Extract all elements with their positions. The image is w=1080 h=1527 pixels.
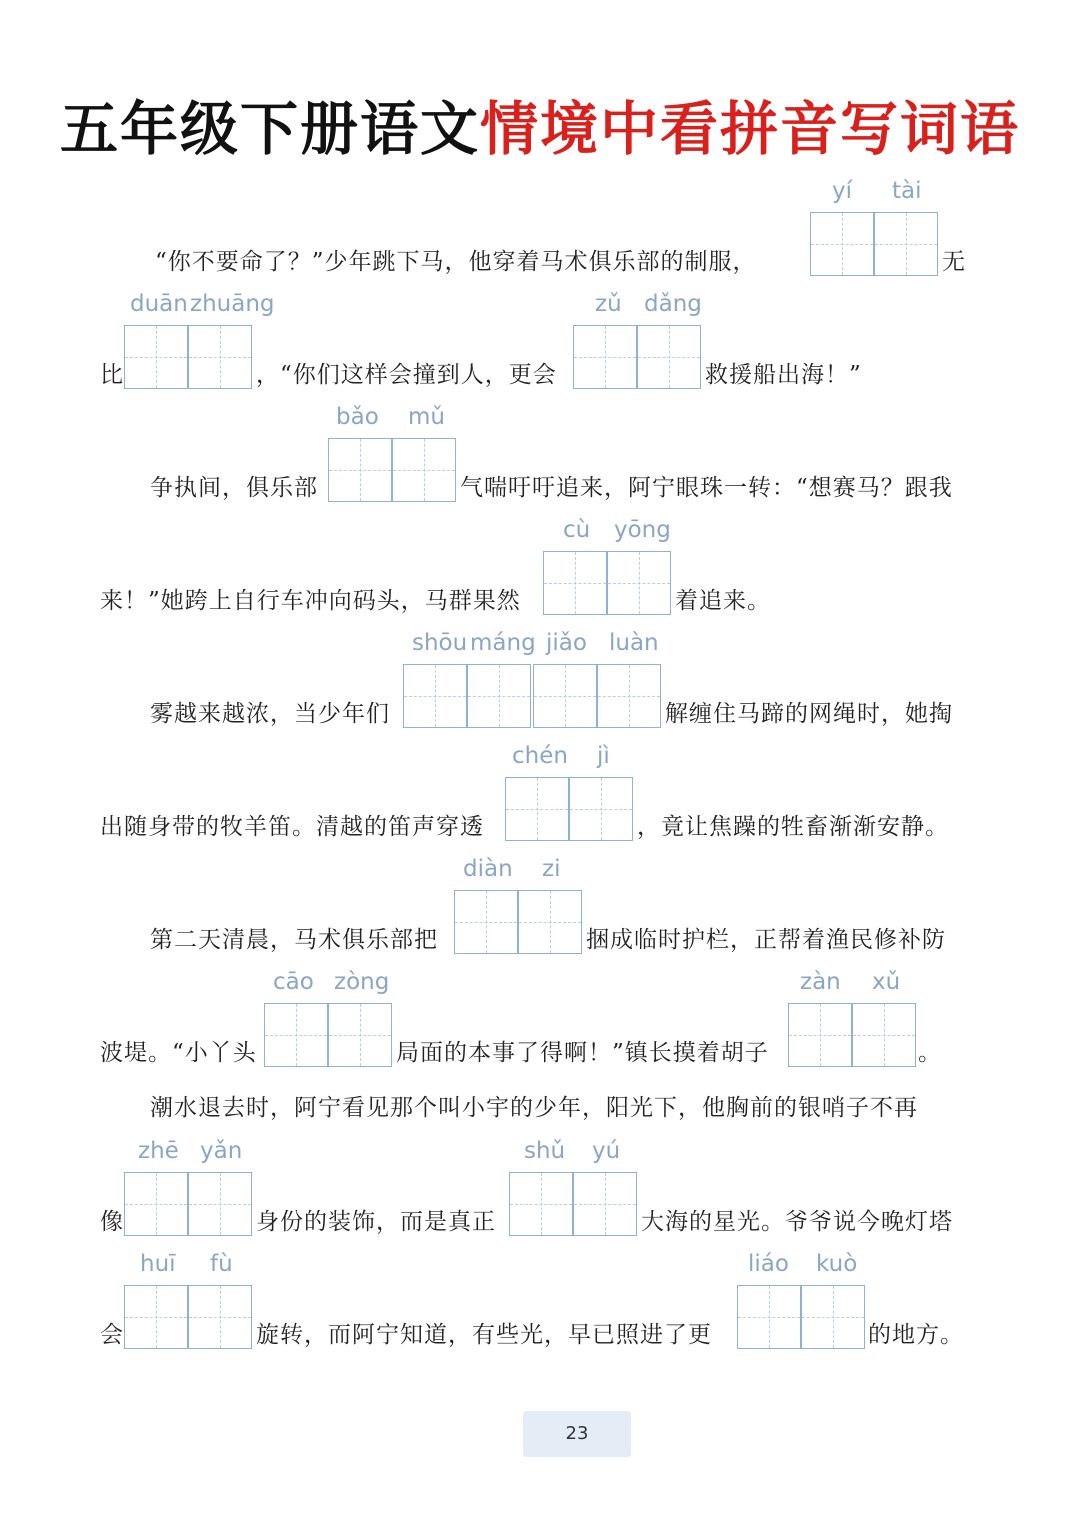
text-line8-b: 局面的本事了得啊！”镇长摸着胡子	[396, 1040, 769, 1066]
text-line1-a: “你不要命了？”少年跳下马，他穿着马术俱乐部的制服，	[155, 249, 757, 275]
pinyin-1-1: zhuāng	[190, 291, 275, 317]
text-line2-a: 比	[100, 362, 124, 388]
pinyin-5-1: máng	[470, 630, 536, 656]
text-line9: 潮水退去时，阿宁看见那个叫小宇的少年，阳光下，他胸前的银哨子不再	[150, 1095, 918, 1121]
page-title	[0, 82, 1080, 166]
text-line6-b: ，竟让焦躁的牲畜渐渐安静。	[637, 814, 949, 840]
page-number: 23	[523, 1411, 631, 1457]
text-line1-b: 无	[942, 249, 966, 275]
pinyin-10-1: yǎn	[200, 1138, 243, 1164]
answer-box-7[interactable]	[505, 777, 633, 841]
answer-box-3[interactable]	[573, 325, 701, 389]
text-line11-a: 会	[100, 1322, 124, 1348]
pinyin-5-3: luàn	[609, 630, 659, 656]
pinyin-0-0: yí	[832, 178, 853, 204]
text-line10-b: 身份的装饰，而是真正	[256, 1209, 496, 1235]
pinyin-5-0: shōu	[412, 630, 468, 656]
text-line11-c: 的地方。	[868, 1322, 964, 1348]
text-line8-a: 波堤。“小丫头	[100, 1040, 257, 1066]
pinyin-6-1: jì	[597, 743, 610, 769]
text-line5-b: 解缠住马蹄的网绳时，她掏	[665, 701, 953, 727]
pinyin-13-0: liáo	[748, 1251, 789, 1277]
text-line2-b: ，“你们这样会撞到人，更会	[256, 362, 557, 388]
answer-box-4[interactable]	[328, 438, 456, 502]
pinyin-4-1: yōng	[614, 517, 671, 543]
pinyin-3-0: bǎo	[336, 404, 379, 430]
pinyin-12-0: huī	[140, 1251, 176, 1277]
pinyin-7-1: zi	[542, 856, 561, 882]
answer-box-1[interactable]	[810, 212, 938, 276]
text-line2-c: 救援船出海！”	[705, 362, 862, 388]
pinyin-8-0: cāo	[273, 969, 314, 995]
text-line7-b: 捆成临时护栏，正帮着渔民修补防	[586, 927, 946, 953]
text-line10-a: 像	[100, 1209, 124, 1235]
pinyin-1-0: duān	[130, 291, 188, 317]
pinyin-9-0: zàn	[800, 969, 841, 995]
text-line7-a: 第二天清晨，马术俱乐部把	[150, 927, 438, 953]
pinyin-2-0: zǔ	[595, 291, 622, 317]
pinyin-10-0: zhē	[138, 1138, 179, 1164]
text-line5-a: 雾越来越浓，当少年们	[150, 701, 390, 727]
pinyin-8-1: zòng	[334, 969, 390, 995]
answer-box-9[interactable]	[264, 1003, 392, 1067]
answer-box-14[interactable]	[737, 1285, 865, 1349]
pinyin-4-0: cù	[563, 517, 591, 543]
answer-box-5[interactable]	[543, 551, 671, 615]
text-line10-c: 大海的星光。爷爷说今晚灯塔	[641, 1209, 953, 1235]
title-part1: 五年级下册语文	[59, 95, 480, 163]
text-line6-a: 出随身带的牧羊笛。清越的笛声穿透	[100, 814, 484, 840]
pinyin-12-1: fù	[210, 1251, 233, 1277]
text-line8-c: 。	[918, 1040, 942, 1066]
pinyin-13-1: kuò	[816, 1251, 858, 1277]
pinyin-9-1: xǔ	[872, 969, 901, 995]
answer-box-12[interactable]	[509, 1172, 637, 1236]
pinyin-7-0: diàn	[463, 856, 513, 882]
pinyin-5-2: jiǎo	[546, 630, 587, 656]
answer-box-8[interactable]	[454, 890, 582, 954]
text-line11-b: 旋转，而阿宁知道，有些光，早已照进了更	[256, 1322, 712, 1348]
pinyin-6-0: chén	[512, 743, 568, 769]
pinyin-11-0: shǔ	[524, 1138, 566, 1164]
answer-box-10[interactable]	[788, 1003, 916, 1067]
title-part2: 情境中看拼音写词语	[480, 95, 1021, 163]
answer-box-11[interactable]	[124, 1172, 252, 1236]
text-line4-a: 来！”她跨上自行车冲向码头，马群果然	[100, 588, 521, 614]
pinyin-3-1: mǔ	[408, 404, 445, 430]
answer-box-13[interactable]	[124, 1285, 252, 1349]
pinyin-0-1: tài	[892, 178, 922, 204]
text-line4-b: 着追来。	[675, 588, 771, 614]
text-line3-b: 气喘吁吁追来，阿宁眼珠一转：“想赛马？跟我	[460, 475, 953, 501]
answer-box-6[interactable]	[403, 664, 661, 728]
text-line3-a: 争执间，俱乐部	[150, 475, 318, 501]
pinyin-2-1: dǎng	[644, 291, 702, 317]
pinyin-11-1: yú	[592, 1138, 621, 1164]
answer-box-2[interactable]	[124, 325, 252, 389]
